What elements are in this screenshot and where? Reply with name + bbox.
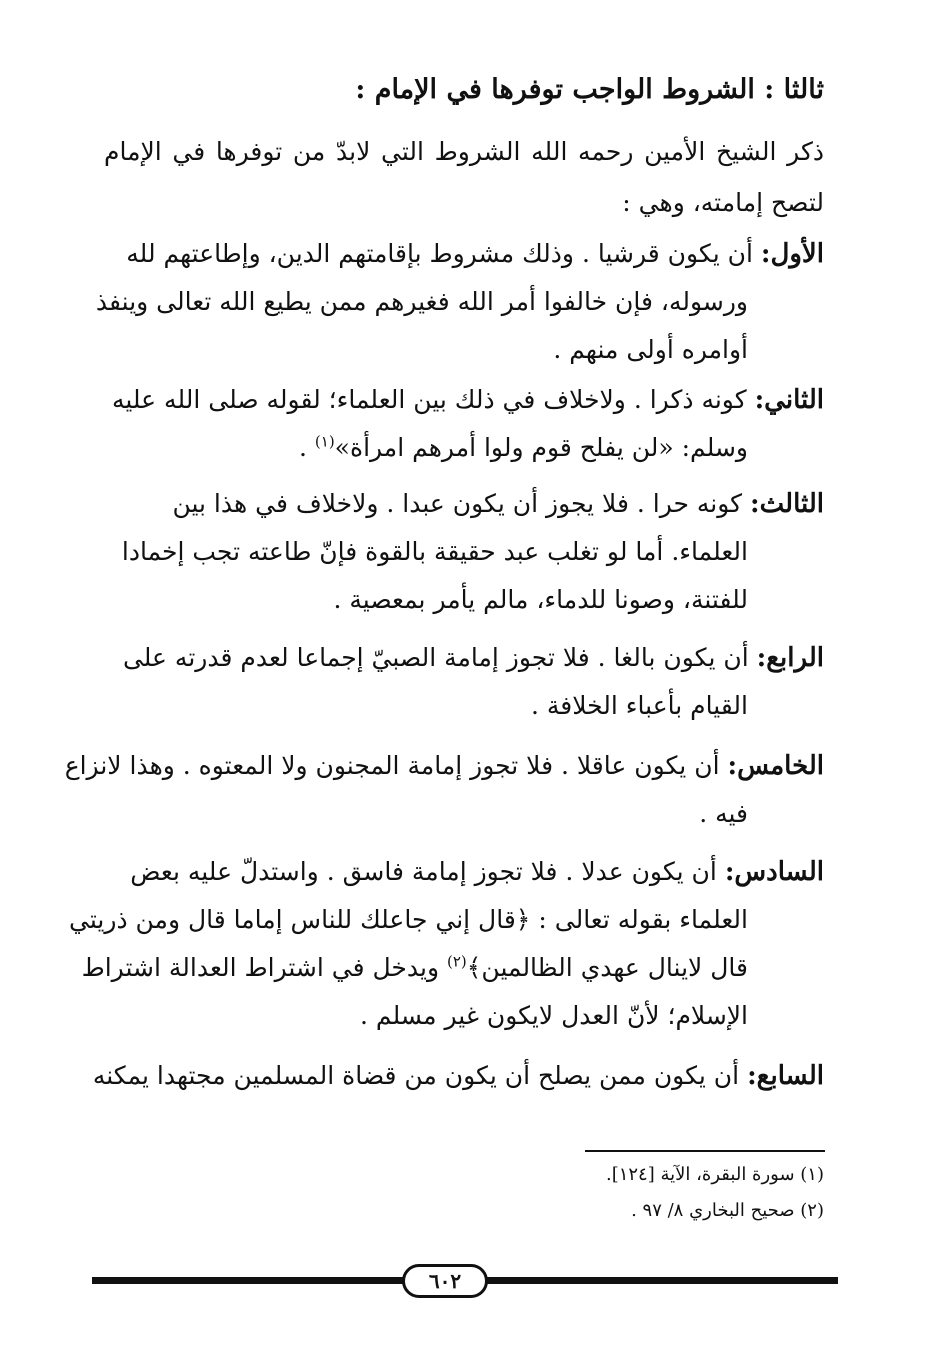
page-number: ٦٠٢: [402, 1264, 488, 1298]
condition-line: الإسلام؛ لأنّ العدل لايكون غير مسلم .: [360, 1001, 748, 1030]
condition-line: القيام بأعباء الخلافة .: [530, 691, 748, 720]
condition-line: فيه .: [699, 799, 748, 828]
condition-line: الرابع: أن يكون بالغا . فلا تجوز إمامة الصبيّ إجماعا لعدم قدرته على: [122, 643, 824, 673]
condition-third: [104, 480, 824, 624]
footnote-2: (٢) صحيح البخاري ٨/ ٩٧ .: [631, 1200, 824, 1221]
condition-line: الثالث: كونه حرا . فلا يجوز أن يكون عبدا . ولاخلاف في هذا بين: [172, 489, 824, 519]
condition-line: الخامس: أن يكون عاقلا . فلا تجوز إمامة المجنون ولا المعتوه . وهذا لانزاع: [64, 751, 824, 781]
condition-line: وسلم: «لن يفلح قوم ولوا أمرهم امرأة»$^{(١)}$ .: [298, 432, 748, 462]
condition-seventh: [92, 1052, 824, 1100]
condition-line: للفتنة، وصونا للدماء، مالم يأمر بمعصية .: [333, 585, 748, 614]
condition-fifth: [64, 742, 824, 838]
condition-label: السابع:: [747, 1061, 824, 1091]
condition-line: أوامره أولى منهم .: [553, 335, 748, 364]
condition-second: [104, 376, 824, 472]
condition-label: الرابع:: [756, 643, 824, 673]
condition-line: العلماء. أما لو تغلب عبد حقيقة بالقوة فإنّ طاعته تجب إخمادا: [121, 537, 748, 566]
condition-first: [95, 230, 824, 374]
condition-fourth: [104, 634, 824, 730]
condition-line: الثاني: كونه ذكرا . ولاخلاف في ذلك بين العلماء؛ لقوله صلى الله عليه: [111, 385, 824, 415]
condition-line: قال لاينال عهدي الظالمين﴾$^{(٢)}$ ويدخل في اشتراط العدالة اشتراط: [81, 952, 748, 982]
condition-label: الخامس:: [727, 751, 824, 781]
footnote-1: (١) سورة البقرة، الآية [١٢٤].: [605, 1164, 824, 1185]
condition-line: الأول: أن يكون قرشيا . وذلك مشروط بإقامتهم الدين، وإطاعتهم لله: [126, 239, 824, 269]
footnote-ref: (١): [314, 432, 335, 451]
footnote-divider: [585, 1150, 825, 1152]
condition-label: الأول:: [760, 239, 824, 269]
intro-paragraph: ذكر الشيخ الأمين رحمه الله الشروط التي لابدّ من توفرها في الإمام لتصح إمامته، وهي :: [104, 137, 824, 217]
condition-label: الثالث:: [750, 489, 824, 519]
section-heading: ثالثا : الشروط الواجب توفرها في الإمام :: [355, 74, 824, 105]
condition-label: السادس:: [724, 857, 824, 887]
condition-sixth: [69, 848, 824, 1040]
footnote-ref: (٢): [446, 952, 467, 971]
condition-line: السادس: أن يكون عدلا . فلا تجوز إمامة فاسق . واستدلّ عليه بعض: [130, 857, 824, 887]
condition-line: السابع: أن يكون ممن يصلح أن يكون من قضاة المسلمين مجتهدا يمكنه: [92, 1061, 824, 1091]
condition-label: الثاني:: [754, 385, 824, 415]
condition-line: ورسوله، فإن خالفوا أمر الله فغيرهم ممن يطيع الله تعالى وينفذ: [95, 287, 748, 316]
condition-line: العلماء بقوله تعالى : ﴿قال إني جاعلك للناس إماما قال ومن ذريتي: [69, 905, 748, 934]
